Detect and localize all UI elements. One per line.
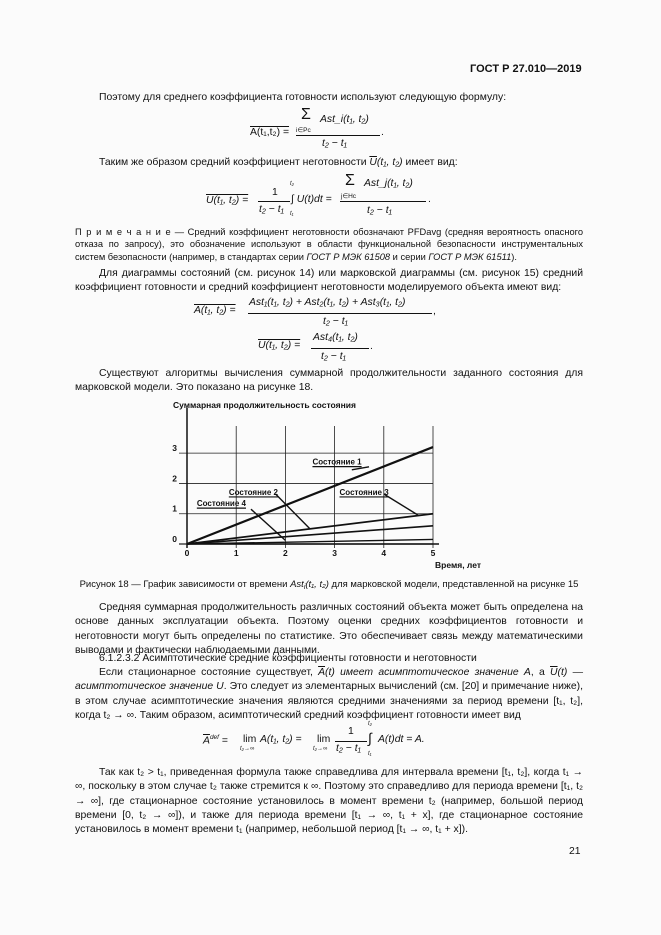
paragraph-2: Таким же образом средний коэффициент неготовности $\overline{U}(t_1$, t₂) имеет вид: [99,157,458,168]
formula-4-num: Ast₄(t₁, t₂) [313,332,358,343]
annotation-label: Состояние 3 [339,487,389,497]
formula-2-sub: j∈Hc [341,193,357,200]
annotation-pointer [276,494,310,529]
formula-5-den: t₂ − t₁ [336,743,361,754]
formula-5-lhs: $\overline{A}^{def}$ = [203,734,228,747]
paragraph-1: Поэтому для среднего коэффициента готовности используют следующую формулу: [99,92,507,103]
formula-5-mid: A(t₁, t₂) = [260,734,302,745]
x-tick-label: 3 [332,548,337,558]
chart-title: Суммарная продолжительность состояния [173,400,356,410]
formula-2-lhs: U(t₁, t₂) = [206,195,249,206]
formula-2-int: ∫ U(t)dt = [291,194,332,205]
formula-5-lim1: lim [243,734,257,745]
x-tick-label: 5 [430,548,436,558]
formula-1-sum: Σ [301,106,311,123]
formula-4-lhs: U(t₁, t₂) = [258,340,301,351]
x-tick-label: 1 [233,548,239,558]
formula-5-num: 1 [348,726,354,737]
formula-3-num: Ast₁(t₁, t₂) + Ast₂(t₁, t₂) + Ast₃(t₁, t₂) [249,297,406,308]
formula-2-frac-den: t₂ − t₁ [259,204,284,215]
formula-3-den: t₂ − t₁ [323,316,348,327]
x-tick-label: 0 [184,548,190,558]
formula-5-lim2: lim [317,734,331,745]
annotation-label: Состояние 2 [228,487,278,497]
figure-caption: Рисунок 18 — График зависимости от времени Ast$_i$(t₁, t₂) для марковской модели, представленной на рисунке 15 [79,579,579,591]
formula-1-num: Ast_i(t₁, t₂) [320,114,369,125]
page-number: 21 [569,846,581,857]
paragraph-5: Средняя суммарная продолжительность различных состояний объекта может быть определена на основе данных эксплуатации объекта. Поэтому оценки средних коэффициентов готовности и неготовности могут быть определены по статистике. Это обеспечивает связь между математическими выводами и фактически наблюдаемыми данными. [75,602,583,656]
formula-1-sub: i∈Pc [296,127,311,134]
annotation-label: Состояние 4 [196,499,246,509]
formula-3-lhs: A(t₁, t₂) = [194,305,236,316]
annotation-label: Состояние 1 [312,457,362,467]
paragraph-6: Если стационарное состояние существует, $\overline{A}(t)$ имеет асимптотическое значение A, а $\overline{U}(t)$ — асимптотическое значение U. Это следует из элементарных вычислений (см. [20] и примечание ниже), в этом случае асимптотические значения являются средними значениями за период времени [t₁, t₂], когда t₂ → ∞. Таким образом, асимптотический средний коэффициент готовности имеет вид [75,667,583,721]
y-tick-label: 0 [172,534,177,544]
formula-2-frac-num: 1 [272,187,278,198]
formula-2-den: t₂ − t₁ [367,205,392,216]
formula-2-num: Ast_j(t₁, t₂) [364,178,413,189]
paragraph-7: Так как t₂ > t₁, приведенная формула также справедлива для интервала времени [t₁, t₂], когда t₁ → ∞, поскольку в этом случае t₂ также стремится к ∞. Поэтому это справедливо для периода времени [t₁, t₂ → ∞], где стационарное состояние установилось в момент времени t₂ (например, большой период времени [0, t₂ → ∞]), и также для периода времени [t₁ → ∞, t₁ + x], где стационарное состояние установилось в момент времени t₁ (например, небольшой период [t₁ → ∞, t₁ + x]). [75,767,583,836]
formula-1-lhs: A(t₁,t₂) = [250,127,290,138]
formula-5-lim2-sub: t₂→∞ [313,746,328,752]
formula-5-lim1-sub: t₂→∞ [240,746,255,752]
section-heading: 6.1.2.3.2 Асимптотические средние коэффициенты готовности и неготовности [99,653,477,664]
x-axis-label: Время, лет [435,560,481,570]
x-tick-label: 2 [283,548,288,558]
y-tick-label: 2 [172,473,177,484]
y-tick-label: 3 [172,443,177,454]
annotation-pointer [384,494,418,515]
formula-4-den: t₂ − t₁ [321,351,346,362]
x-tick-label: 4 [381,548,387,558]
chart [0,398,661,578]
y-tick-label: 1 [172,503,177,514]
paragraph-4: Существуют алгоритмы вычисления суммарной продолжительности заданного состояния для марковской модели. Это показано на рисунке 18. [75,368,583,394]
note: П р и м е ч а н и е — Средний коэффициент неготовности обозначают PFDavg (средняя вероятность опасного отказа по запросу), это обозначение используют в области функциональной безопасности инструментальных систем безопасности (например, в стандартах серии ГОСТ Р МЭК 61508 и серии ГОСТ Р МЭК 61511). [75,227,583,262]
formula-1-den: t₂ − t₁ [322,138,347,149]
doc-header: ГОСТ Р 27.010—2019 [470,63,582,75]
formula-5-tail: A(t)dt = A. [378,734,425,745]
paragraph-3: Для диаграммы состояний (см. рисунок 14) или марковской диаграммы (см. рисунок 15) средний коэффициент готовности и средний коэффициент неготовности моделируемого объекта имеют вид: [75,268,583,294]
